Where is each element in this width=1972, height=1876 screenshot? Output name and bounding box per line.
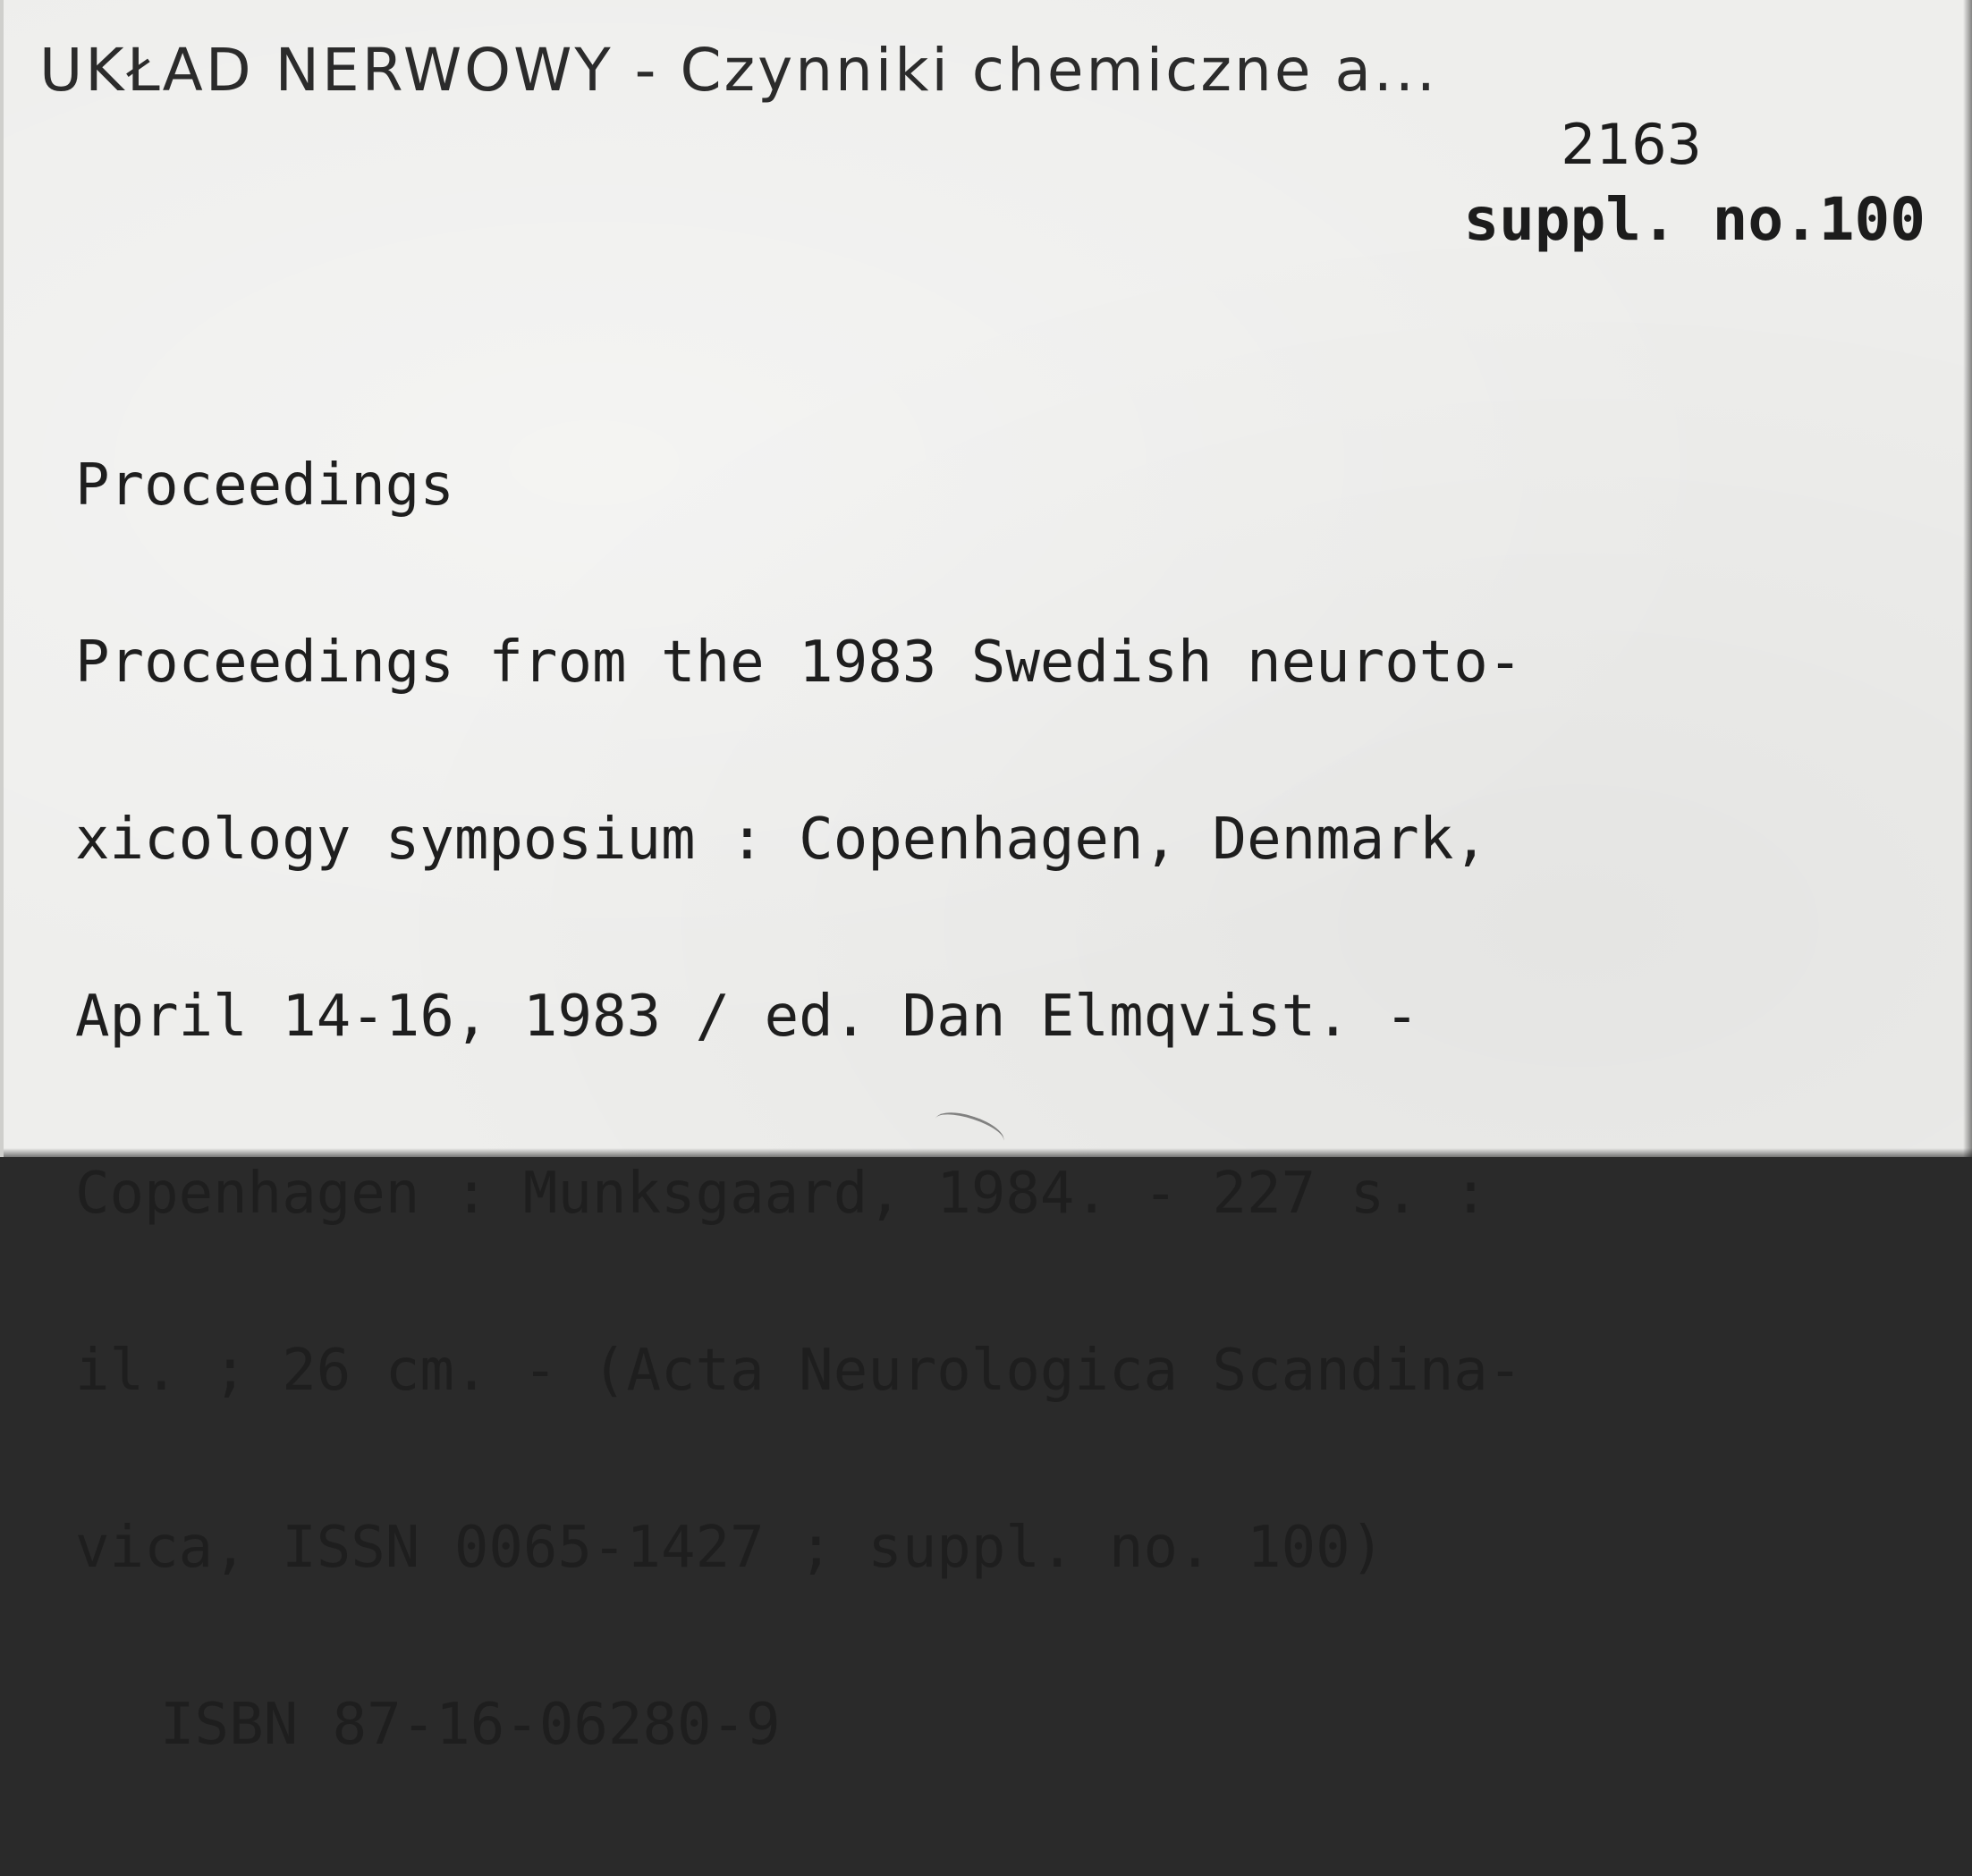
supplement-number: suppl. no.100 (1463, 185, 1925, 254)
subject-heading: UKŁAD NERWOWY - Czynniki chemiczne a... (39, 36, 1438, 105)
entry-line: Copenhagen : Munksgaard, 1984. - 227 s. : (75, 1161, 1488, 1227)
entry-line: xicology symposium : Copenhagen, Denmark, (75, 807, 1488, 873)
entry-line: il. ; 26 cm. - (Acta Neurologica Scandina- (75, 1338, 1523, 1404)
entry-line: April 14-16, 1983 / ed. Dan Elmqvist. - (75, 984, 1419, 1050)
entry-line: vica, ISSN 0065-1427 ; suppl. no. 100) (75, 1515, 1385, 1581)
bibliographic-entry (75, 338, 1522, 1872)
isbn: ISBN 87-16-06280-9 (160, 1692, 781, 1758)
call-number: 2163 (1561, 112, 1702, 177)
entry-line: Proceedings from the 1983 Swedish neuroto- (75, 630, 1523, 696)
call-number-block (1463, 107, 1925, 258)
entry-title-main: Proceedings (75, 452, 454, 519)
